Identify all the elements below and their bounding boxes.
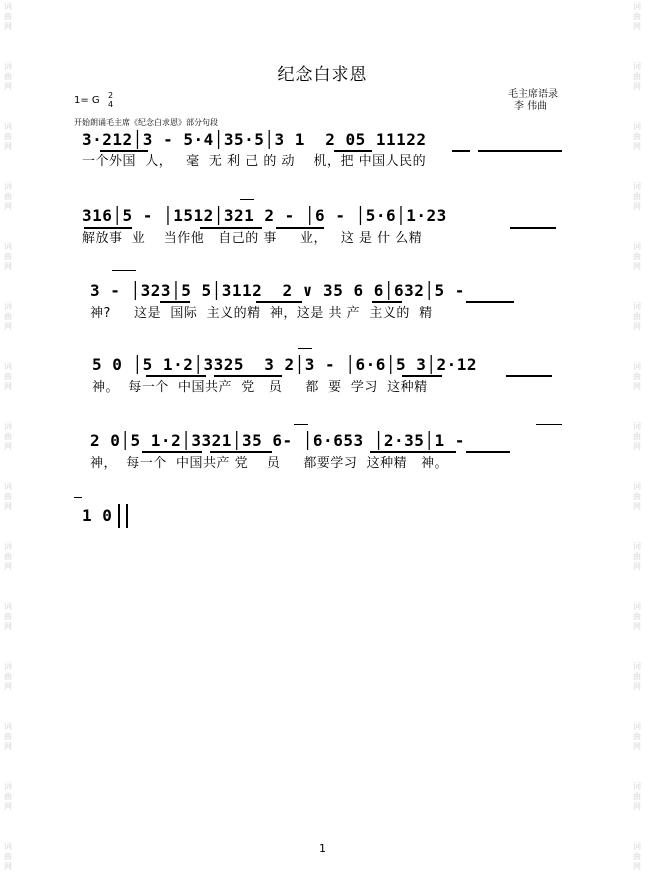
underline (84, 227, 132, 229)
watermark-text: 词 曲 网 (633, 782, 641, 811)
underline (256, 301, 302, 303)
tie-mark (240, 199, 254, 200)
time-signature-bottom: 4 (108, 100, 114, 109)
watermark-text: 词 曲 网 (4, 182, 12, 211)
underline (146, 375, 206, 377)
tie-mark (112, 270, 136, 271)
watermark-text: 词 曲 网 (633, 842, 641, 871)
watermark-text: 词 曲 网 (633, 602, 641, 631)
watermark-text: 词 曲 网 (4, 122, 12, 151)
underline (506, 375, 552, 377)
watermark-text: 词 曲 网 (4, 722, 12, 751)
watermark-column-right (629, 0, 645, 891)
underline (334, 150, 372, 152)
tie-mark (536, 424, 562, 425)
underline (510, 227, 556, 229)
lyrics-row-5: 神， 每一个 中国共产 党 员 都要学习 这种精 神。 (90, 456, 449, 471)
underline (214, 375, 282, 377)
final-barline (118, 504, 128, 528)
tie-mark (298, 348, 312, 349)
notation-row-2: 316│5 - │1512│321 2 - │6 - │5·6│1·23 (82, 206, 447, 225)
watermark-text: 词 曲 网 (4, 362, 12, 391)
lyrics-row-4: 神。 每一个 中国共产 党 员 都 要 学习 这种精 (92, 380, 428, 395)
watermark-text: 词 曲 网 (4, 422, 12, 451)
watermark-text: 词 曲 网 (633, 542, 641, 571)
underline (276, 227, 324, 229)
lyrics-row-2: 解放事 业 当作他 自己的 事 业， 这 是 什 么精 (82, 231, 423, 246)
final-notes: 1 0 (82, 506, 113, 525)
underline (100, 150, 148, 152)
tie-mark (74, 497, 82, 498)
watermark-text: 词 曲 网 (633, 182, 641, 211)
underline (200, 227, 262, 229)
key-signature: 1= G (74, 95, 100, 106)
watermark-text: 词 曲 网 (633, 482, 641, 511)
song-title: 纪念白求恩 (277, 65, 368, 85)
watermark-text: 词 曲 网 (4, 542, 12, 571)
watermark-text: 词 曲 网 (633, 62, 641, 91)
watermark-text: 词 曲 网 (4, 302, 12, 331)
watermark-text: 词 曲 网 (4, 2, 12, 31)
watermark-text: 词 曲 网 (4, 242, 12, 271)
underline (478, 150, 562, 152)
watermark-text: 词 曲 网 (633, 662, 641, 691)
watermark-text: 词 曲 网 (633, 242, 641, 271)
watermark-text: 词 曲 网 (4, 62, 12, 91)
watermark-column-left (0, 0, 16, 891)
underline (142, 451, 202, 453)
composer-credit: 李 伟曲 (514, 101, 548, 112)
watermark-text: 词 曲 网 (633, 362, 641, 391)
notation-row-5: 2 0│5 1·2│3321│35 6- │6·653 │2·35│1 - (90, 431, 465, 450)
watermark-text: 词 曲 网 (4, 842, 12, 871)
watermark-text: 词 曲 网 (4, 782, 12, 811)
watermark-text: 词 曲 网 (633, 2, 641, 31)
watermark-text: 词 曲 网 (633, 302, 641, 331)
watermark-text: 词 曲 网 (633, 722, 641, 751)
notation-row-4: 5 0 │5 1·2│3325 3 2│3 - │6·6│5 3│2·12 (92, 355, 478, 374)
watermark-text: 词 曲 网 (4, 602, 12, 631)
underline (210, 451, 272, 453)
watermark-text: 词 曲 网 (4, 662, 12, 691)
underline (160, 301, 190, 303)
watermark-text: 词 曲 网 (4, 482, 12, 511)
performance-note: 开始朗诵毛主席《纪念白求恩》部分句段 (74, 118, 218, 127)
lyrics-row-1: 一个外国 人， 毫 无 利 己 的 动 机，把 中国人民的 (82, 154, 427, 169)
underline (402, 375, 442, 377)
underline (452, 150, 470, 152)
page-number: 1 (319, 842, 326, 855)
lyrics-row-3: 神? 这是 国际 主义的精 神，这是 共 产 主义的 精 (90, 306, 433, 321)
underline (370, 451, 456, 453)
underline (466, 301, 514, 303)
watermark-text: 词 曲 网 (633, 122, 641, 151)
notation-row-1: 3·212│3 - 5·4│35·5│3 1 2 05 11122 (82, 130, 427, 149)
underline (466, 451, 510, 453)
watermark-text: 词 曲 网 (633, 422, 641, 451)
tie-mark (294, 424, 308, 425)
time-signature-top: 2 (108, 91, 114, 100)
underline (372, 301, 402, 303)
lyricist-credit: 毛主席语录 (508, 89, 558, 100)
notation-row-3: 3 - │323│5 5│3112 2 ∨ 35 6 6│632│5 - (90, 281, 465, 300)
